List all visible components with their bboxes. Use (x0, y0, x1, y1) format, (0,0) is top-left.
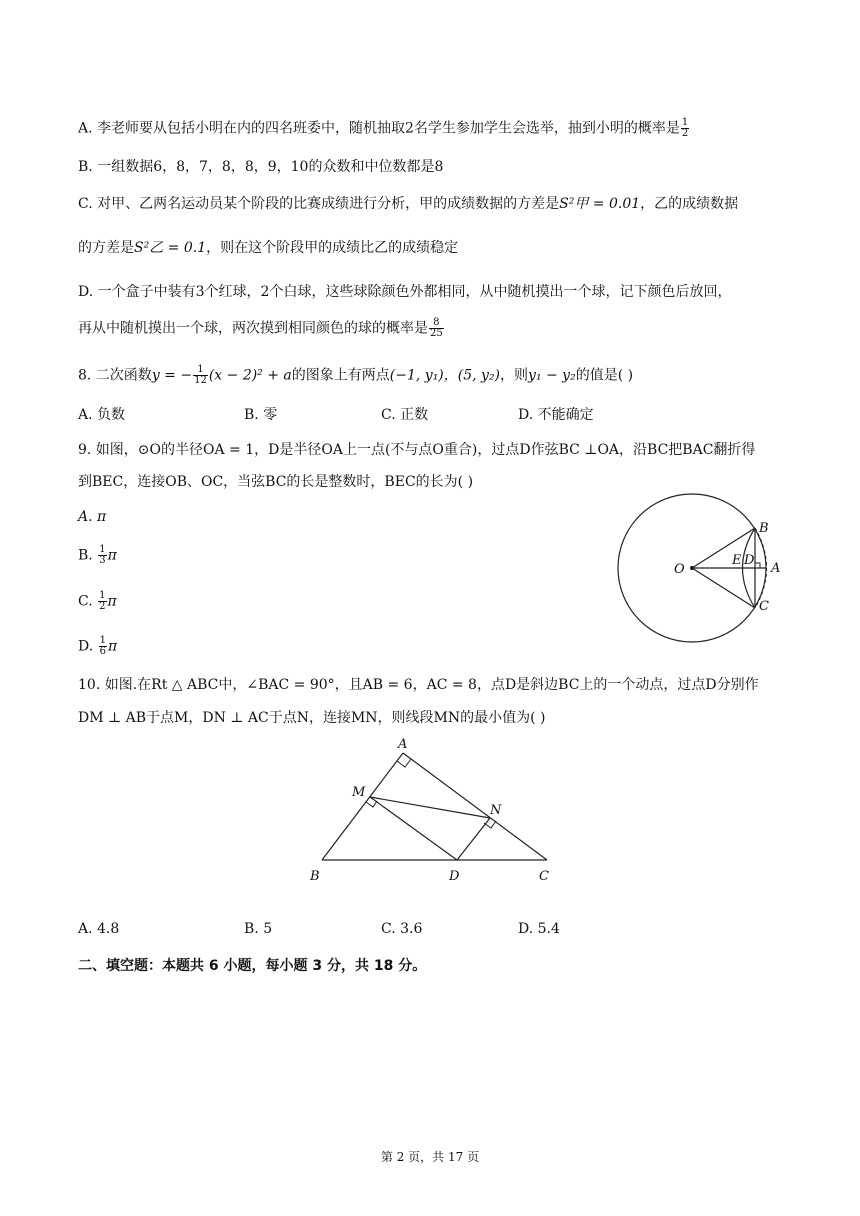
label-b: B (759, 521, 769, 536)
q8-option-d: D. 不能确定 (518, 407, 594, 423)
q9-stem-line2: 到BEC，连接OB、OC，当弦BC的长是整数时，BEC的长为( ) (78, 474, 474, 490)
q9-option-a (78, 507, 106, 527)
frac-num: 1 (193, 365, 208, 376)
q9-stem-line1: 9. 如图，⊙O的半径OA = 1，D是半径OA上一点(不与点O重合)，过点D作弦BC ⊥OA，沿BC把BAC翻折得 (78, 442, 756, 458)
frac-den: 2 (99, 601, 106, 612)
q7-option-b: B. 一组数据6，8，7，8，8，9，10的众数和中位数都是8 (78, 159, 444, 175)
label-m: M (352, 785, 366, 800)
frac-num: 1 (99, 590, 106, 601)
text: C. 对甲、乙两名运动员某个阶段的比赛成绩进行分析，甲的成绩数据的方差是 (78, 196, 560, 212)
fraction (98, 591, 106, 612)
frac-num: 1 (99, 544, 106, 555)
frac-den: 2 (681, 128, 689, 139)
q10-stem-line2: DM ⊥ AB于点M，DN ⊥ AC于点N，连接MN，则线段MN的最小值为( ) (78, 710, 546, 726)
fraction (98, 545, 106, 566)
q10-option-d: D. 5.4 (518, 921, 560, 937)
q8-option-a: A. 负数 (78, 407, 126, 423)
segment-ab (322, 753, 403, 860)
q7-option-c-line1 (78, 194, 738, 214)
q7-option-a-text: A. 李老师要从包括小明在内的四名班委中，随机抽取2名学生参加学生会选举，抽到小明的概率是 (78, 120, 680, 137)
math: (x − 2)² + a (208, 367, 292, 384)
label-d: D (449, 869, 460, 884)
q10-triangle-figure (300, 730, 570, 890)
label-b: B (310, 869, 320, 884)
text: D. (78, 638, 98, 655)
section-heading-fill-in: 二、填空题：本题共 6 小题，每小题 3 分，共 18 分。 (78, 958, 427, 974)
text: 再从中随机摸出一个球，两次摸到相同颜色的球的概率是 (78, 320, 428, 337)
q7-option-d-line2 (78, 318, 445, 339)
right-angle-a (397, 759, 411, 767)
frac-den: 3 (99, 555, 106, 566)
point-o (690, 566, 694, 570)
fraction (429, 318, 444, 339)
frac-num: 1 (99, 635, 107, 646)
q7-option-a (78, 118, 690, 139)
q10-stem-line1: 10. 如图.在Rt △ ABC中，∠BAC = 90°，且AB = 6，AC = 8，点D是斜边BC上的一个动点，过点D分别作 (78, 677, 759, 693)
q9-option-d (78, 636, 117, 657)
math-variance-yi: S²乙 = 0.1 (134, 240, 207, 256)
math-variance-jia: S²甲 = 0.01 (559, 196, 641, 212)
q8-option-c: C. 正数 (381, 407, 429, 423)
math: y₁ − y₂ (528, 367, 576, 384)
page-footer: 第 2 页，共 17 页 (380, 1150, 480, 1164)
segment-dm (370, 797, 457, 860)
frac-den: 12 (194, 375, 207, 386)
text: 8. 二次函数 (78, 367, 152, 384)
right-angle-m (366, 801, 377, 807)
fraction (193, 365, 208, 386)
text: B. (78, 547, 98, 564)
text: 的图象上有两点 (291, 367, 390, 384)
label-c: C (759, 599, 769, 614)
right-angle-n (484, 821, 496, 828)
text: π (108, 638, 118, 655)
frac-den: 6 (99, 646, 107, 657)
q10-option-a: A. 4.8 (78, 921, 120, 937)
label-a: A (398, 737, 408, 752)
q9-option-b (78, 545, 117, 566)
fraction (99, 636, 107, 657)
math: y = − (151, 367, 193, 384)
q7-option-d-line1: D. 一个盒子中装有3个红球，2个白球，这些球除颜色外都相同，从中随机摸出一个球，记下颜色后放回， (78, 284, 732, 300)
text: π (107, 593, 117, 610)
label-n: N (490, 803, 502, 818)
fraction (681, 118, 689, 139)
right-angle-mark (755, 563, 760, 568)
text: ，乙的成绩数据 (640, 196, 739, 212)
label-d: D (744, 553, 755, 568)
label-e: E (732, 553, 742, 568)
q9-circle-figure (612, 490, 792, 650)
label-a: A (771, 561, 781, 576)
math: (−1, y₁)，(5, y₂) (389, 367, 501, 384)
q10-option-c: C. 3.6 (381, 921, 423, 937)
text: 的方差是 (78, 240, 134, 256)
frac-num: 8 (429, 318, 444, 329)
q8-option-b: B. 零 (244, 407, 278, 423)
q9-option-c (78, 591, 117, 612)
label-o: O (674, 562, 685, 577)
text: A. π (78, 509, 107, 525)
text: C. (78, 593, 98, 610)
text: 的值是( ) (575, 367, 634, 384)
q7-option-c-line2 (78, 238, 458, 258)
text: ，则在这个阶段甲的成绩比乙的成绩稳定 (206, 240, 459, 256)
text: π (107, 547, 117, 564)
text: ，则 (500, 367, 529, 384)
q8-stem (78, 365, 633, 386)
frac-den: 25 (430, 328, 443, 339)
segment-mn (370, 797, 490, 818)
q10-option-b: B. 5 (244, 921, 273, 937)
frac-num: 1 (681, 117, 689, 128)
label-c: C (539, 869, 549, 884)
